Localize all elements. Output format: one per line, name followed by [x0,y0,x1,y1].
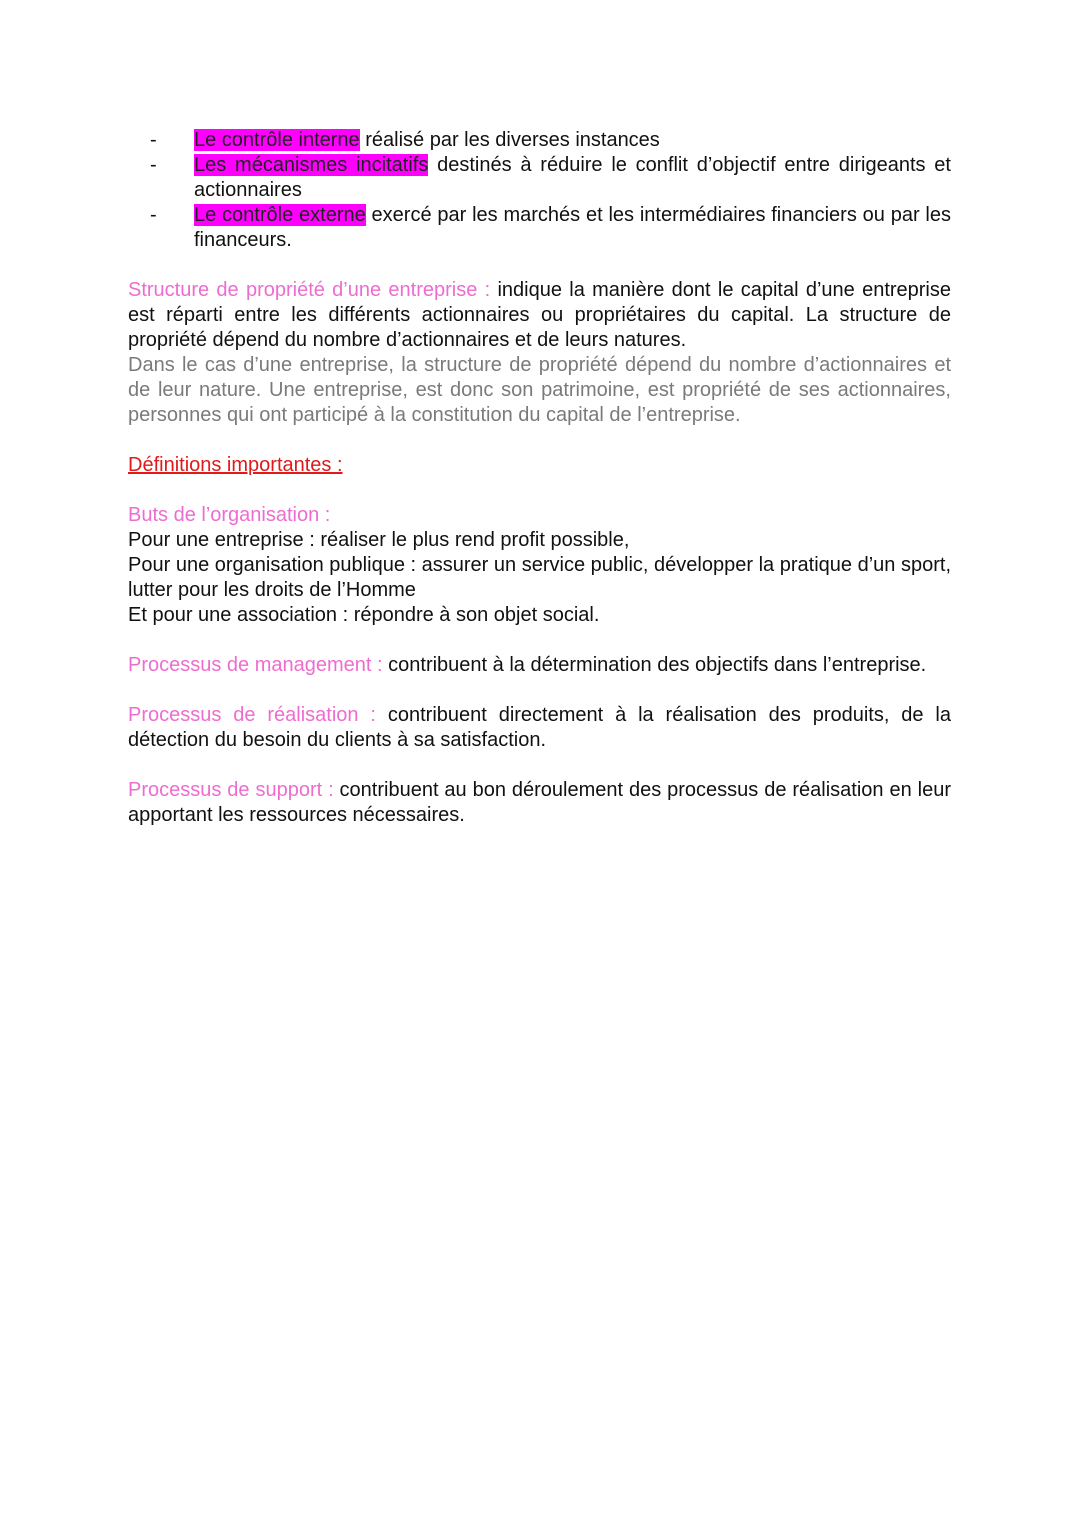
buts-block [128,503,951,628]
spacer [128,753,951,778]
highlighted-term: Le contrôle interne [194,129,360,151]
list-item [128,203,951,253]
bullet-dash: - [150,204,157,226]
structure-note: Dans le cas d’une entreprise, la structure de propriété dépend du nombre d’actionnaires et de leur nature. Une entreprise, est donc son patrimoine, est propriété de ses actionnaires, personnes qui ont participé à la constitution du capital de l’entreprise. [128,354,951,426]
highlighted-term: Le contrôle externe [194,204,366,226]
buts-term: Buts de l’organisation : [128,504,331,526]
spacer [128,628,951,653]
realisation-definition [128,703,951,753]
bullet-dash: - [150,129,157,151]
spacer [128,253,951,278]
control-mechanisms-list [128,128,951,253]
structure-definition-text: indique la manière dont le capital d’une entreprise est réparti entre les différents actionnaires ou propriétaires du capital. La structure de propriété dépend du nombre d’actionnaires et de leurs natures. [128,279,952,351]
list-item-text: destinés à réduire le conflit d’objectif entre dirigeants et actionnaires [194,154,951,201]
section-heading [128,453,951,478]
list-item-text: exercé par les marchés et les intermédiaires financiers ou par les financeurs. [194,204,951,251]
highlighted-term: Les mécanismes incitatifs [194,154,429,176]
support-definition-text: contribuent au bon déroulement des processus de réalisation en leur apportant les ressources nécessaires. [128,779,951,826]
section-title: Définitions importantes : [128,454,343,476]
buts-line: Et pour une association : répondre à son objet social. [128,604,600,626]
realisation-term: Processus de réalisation : [128,704,376,726]
management-definition-text: contribuent à la détermination des objectifs dans l’entreprise. [382,654,927,676]
management-term: Processus de management : [128,654,383,676]
list-item-text: réalisé par les diverses instances [359,129,660,151]
realisation-definition-text: contribuent directement à la réalisation des produits, de la détection du besoin du clients à sa satisfaction. [128,704,951,751]
document-content [128,128,951,828]
management-definition [128,653,951,678]
list-item [128,153,951,203]
structure-definition [128,278,951,353]
support-term: Processus de support : [128,779,334,801]
structure-term: Structure de propriété d’une entreprise : [128,279,491,301]
spacer [128,428,951,453]
list-item [128,128,951,153]
buts-line: Pour une organisation publique : assurer un service public, développer la pratique d’un sport, lutter pour les droits de l’Homme [128,554,951,601]
spacer [128,478,951,503]
support-definition [128,778,951,828]
bullet-dash: - [150,154,157,176]
buts-line: Pour une entreprise : réaliser le plus rend profit possible, [128,529,630,551]
spacer [128,678,951,703]
